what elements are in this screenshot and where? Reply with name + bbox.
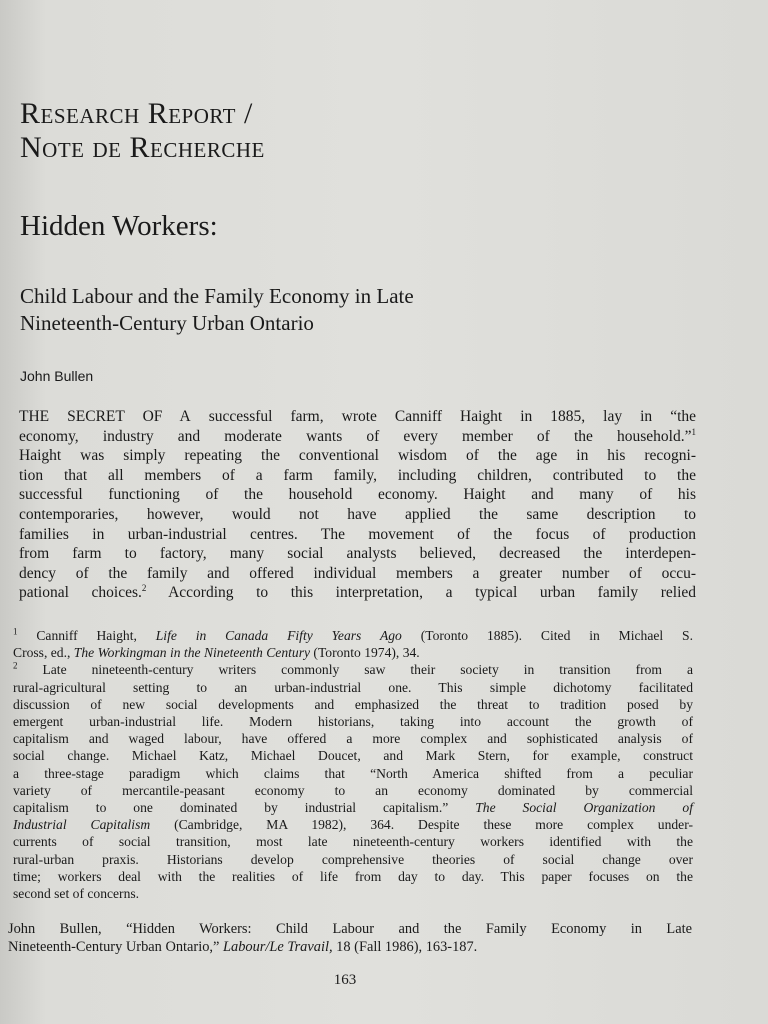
footnote-ref-2[interactable]: 2 bbox=[141, 583, 147, 594]
cited-book-title: Industrial Capitalism bbox=[13, 817, 151, 833]
footnote-2-marker: 2 bbox=[13, 660, 18, 671]
journal-title: Labour/Le Travail, bbox=[223, 939, 333, 955]
footnote-2-line: Industrial Capitalism (Cambridge, MA 1982), 364. Despite these more complex under- bbox=[13, 817, 693, 833]
citation-line: Nineteenth-Century Urban Ontario,” Labour/Le Travail, 18 (Fall 1986), 163-187. bbox=[8, 939, 478, 955]
footnote-ref-1[interactable]: 1 bbox=[691, 426, 696, 437]
footnote-1-line: $^1$ Canniff Haight, Life in Canada Fifty Years Ago (Toronto 1885). Cited in Michael S. bbox=[13, 626, 694, 643]
citation-line: John Bullen, “Hidden Workers: Child Labour and the Family Economy in Late bbox=[8, 921, 692, 937]
article-citation bbox=[8, 920, 692, 956]
body-line: Haight was simply repeating the conventional wisdom of the age in his recogni- bbox=[19, 447, 696, 465]
body-line: pational choices.$^2$ According to this interpretation, a typical urban family relied bbox=[19, 583, 696, 602]
body-line: dency of the family and offered individual members a greater number of occu- bbox=[19, 564, 696, 582]
footnotes bbox=[13, 627, 693, 902]
footnote-2-line: variety of mercantile-peasant economy to an economy dominated by commercial bbox=[13, 782, 693, 798]
footnote-2-line: social change. Michael Katz, Michael Doucet, and Mark Stern, for example, construct bbox=[13, 748, 693, 764]
footnote-1-marker: 1 bbox=[13, 626, 18, 637]
footnote-2-line: time; workers deal with the realities of life from day to day. This paper focuses on the bbox=[13, 868, 693, 884]
body-line: contemporaries, however, would not have applied the same description to bbox=[19, 505, 696, 523]
footnote-2-line: rural-urban praxis. Historians develop comprehensive theories of social change over bbox=[13, 851, 693, 867]
subtitle-line-1: Child Labour and the Family Economy in Late bbox=[20, 284, 414, 308]
footnote-2-line: discussion of new social developments and emphasized the threat to tradition posed by bbox=[13, 696, 693, 712]
body-line: economy, industry and moderate wants of every member of the household.”$^1$ bbox=[19, 426, 696, 445]
body-line: THE SECRET OF A successful farm, wrote Canniff Haight in 1885, lay in “the bbox=[19, 408, 697, 425]
footnote-2-line: capitalism to one dominated by industrial capitalism.” The Social Organization of bbox=[13, 800, 693, 816]
footnote-2-line: currents of social transition, most late nineteenth-century workers identified with the bbox=[13, 834, 693, 850]
section-heading-line-2: Note de Recherche bbox=[20, 131, 265, 164]
lead-in-caps: THE SECRET OF A bbox=[19, 408, 191, 425]
cited-book-title: Life in Canada Fifty Years Ago bbox=[155, 628, 402, 643]
footnote-2-line: second set of concerns. bbox=[13, 886, 140, 902]
footnote-2-line: emergent urban-industrial life. Modern historians, taking into account the growth of bbox=[13, 714, 693, 730]
page-number: 163 bbox=[333, 972, 357, 988]
body-paragraph bbox=[19, 407, 696, 603]
body-line: successful functioning of the household economy. Haight and many of his bbox=[19, 486, 696, 504]
article-subtitle bbox=[20, 283, 660, 337]
footnote-2-line: $^2$ Late nineteenth-century writers commonly saw their society in transition from a bbox=[13, 660, 693, 678]
cited-book-title: The Social Organization of bbox=[475, 800, 693, 816]
footnote-2-line: a three-stage paradigm which claims that “North America shifted from a peculiar bbox=[13, 765, 693, 781]
section-heading bbox=[20, 97, 265, 165]
footnote-2-line: capitalism and waged labour, have offered a more complex and sophisticated analysis of bbox=[13, 731, 693, 747]
author-name: John Bullen bbox=[20, 368, 94, 384]
footnote-1-line: Cross, ed., The Workingman in the Nineteenth Century (Toronto 1974), 34. bbox=[13, 645, 420, 661]
body-line: from farm to factory, many social analysts believed, decreased the interdepen- bbox=[19, 545, 696, 563]
cited-book-title: The Workingman in the Nineteenth Century bbox=[73, 645, 311, 661]
body-line: families in urban-industrial centres. The movement of the focus of production bbox=[19, 525, 696, 543]
body-line: tion that all members of a farm family, including children, contributed to the bbox=[19, 466, 696, 484]
article-title: Hidden Workers: bbox=[20, 210, 218, 242]
section-heading-line-1: Research Report / bbox=[20, 97, 253, 130]
subtitle-line-2: Nineteenth-Century Urban Ontario bbox=[20, 311, 314, 335]
footnote-2-line: rural-agricultural setting to an urban-industrial one. This simple dichotomy facilitated bbox=[13, 679, 693, 695]
